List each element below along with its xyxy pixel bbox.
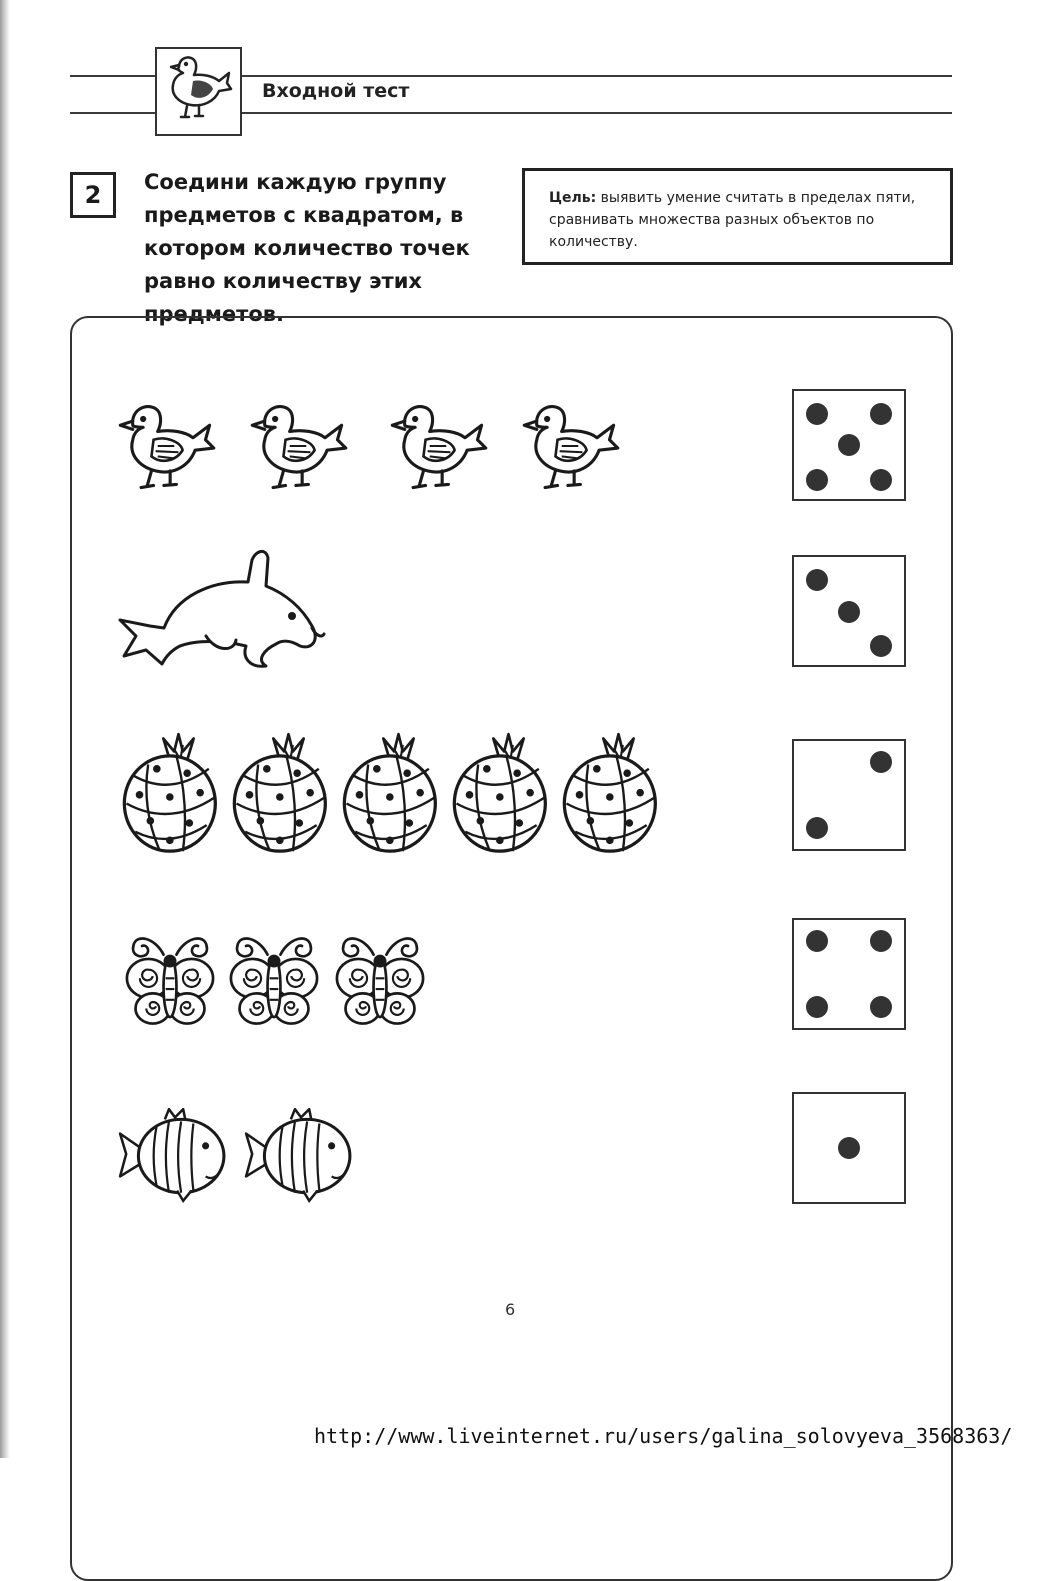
pineapple-icon xyxy=(560,732,664,862)
bird-icon xyxy=(112,392,220,500)
dice-square[interactable] xyxy=(792,555,906,667)
butterfly-icon xyxy=(226,918,322,1030)
dolphin-icon xyxy=(116,540,326,676)
butterfly-icon xyxy=(122,918,218,1030)
source-url[interactable]: http://www.liveinternet.ru/users/galina_solovyeva_3568363/ xyxy=(314,1424,1013,1448)
goal-box xyxy=(522,168,953,265)
dot xyxy=(806,569,828,591)
dot xyxy=(806,817,828,839)
dot xyxy=(806,403,828,425)
task-instruction: Соедини каждую группу предметов с квадратом, в котором количество точек равно количеству этих предметов. xyxy=(144,170,470,326)
dot xyxy=(838,601,860,623)
task-number: 2 xyxy=(70,172,116,218)
dice-square[interactable] xyxy=(792,389,906,501)
dot xyxy=(870,996,892,1018)
bird-icon xyxy=(516,392,624,500)
goal-label: Цель: xyxy=(549,190,597,206)
fish-icon xyxy=(242,1102,354,1206)
bird-icon xyxy=(384,392,492,500)
header-title: Входной тест xyxy=(262,80,410,102)
bird-icon xyxy=(157,49,236,130)
dot xyxy=(838,1137,860,1159)
dot xyxy=(870,403,892,425)
page-edge-shadow xyxy=(0,0,10,1458)
page-number: 6 xyxy=(505,1300,516,1319)
pineapple-icon xyxy=(450,732,554,862)
pineapple-icon xyxy=(340,732,444,862)
goal-text: выявить умение считать в пределах пяти, сравнивать множества разных объектов по количеству. xyxy=(549,190,916,250)
header-bird-box xyxy=(155,47,242,136)
dice-square[interactable] xyxy=(792,918,906,1030)
bird-icon xyxy=(244,392,352,500)
butterfly-icon xyxy=(332,918,428,1030)
dice-square[interactable] xyxy=(792,1092,906,1204)
fish-icon xyxy=(116,1102,228,1206)
pineapple-icon xyxy=(230,732,334,862)
dot xyxy=(806,996,828,1018)
dot xyxy=(870,469,892,491)
dice-square[interactable] xyxy=(792,739,906,851)
dot xyxy=(870,930,892,952)
dot xyxy=(806,930,828,952)
pineapple-icon xyxy=(120,732,224,862)
dot xyxy=(870,751,892,773)
dot xyxy=(870,635,892,657)
dot xyxy=(806,469,828,491)
dot xyxy=(838,434,860,456)
